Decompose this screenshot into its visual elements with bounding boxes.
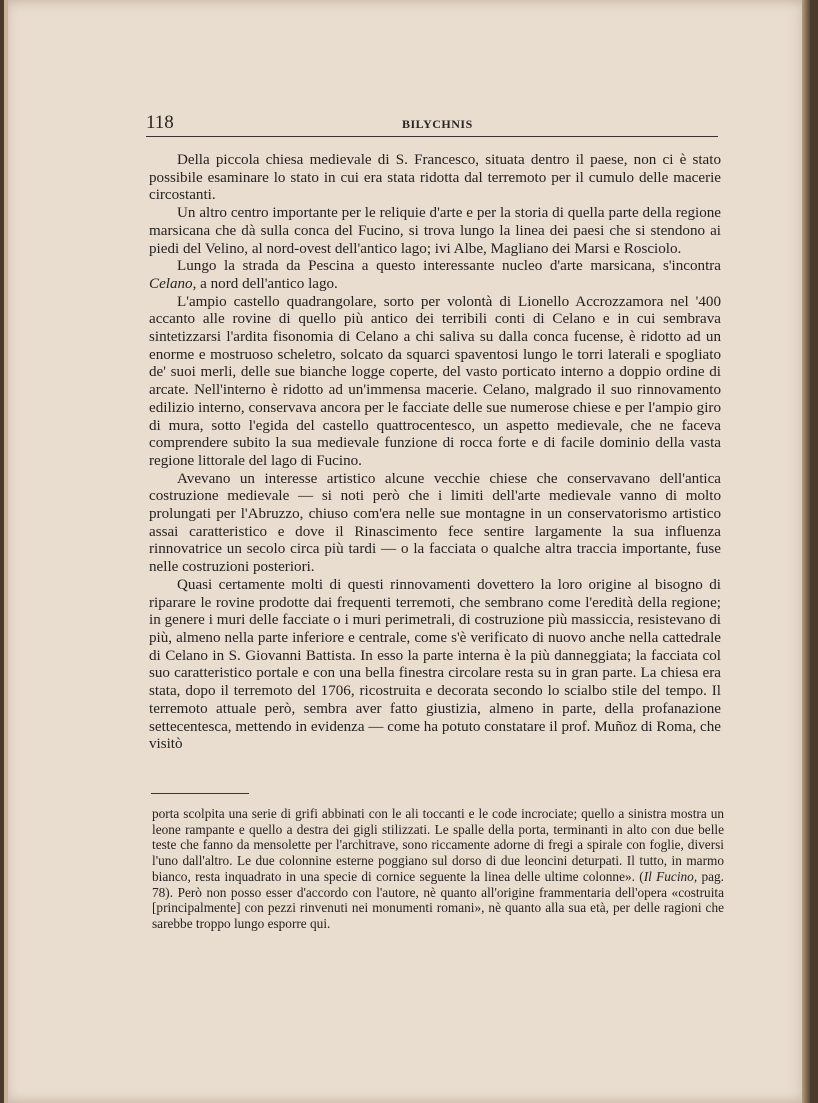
place-name-italic: Celano [149, 275, 193, 292]
paragraph-text: , a nord dell'antico lago. [192, 275, 338, 292]
paragraph: Quasi certamente molti di questi rinnovamenti dovettero la loro origine al bisogno di riparare le rovine prodotte dai frequenti terremoti, che sembrano come l'eredità della regione; in genere i muri delle facciate o i muri perimetrali, di costruzione più massiccia, resistevano di più, almeno nella parte inferiore e centrale, come s'è verificato di nuovo anche nella cattedrale di Celano in S. Giovanni Battista. In esso la parte interna è la più danneggiata; la facciata col suo caratteristico portale e con una bella finestra circolare resta su in gran parte. La chiesa era stata, dopo il terremoto del 1706, ricostruita e decorata secondo lo scialbo stile del tempo. Il terremoto attuale però, sembra aver fatto giustizia, almeno in parte, della profanazione settecentesca, mettendo in evidenza — come ha potuto constatare il prof. Muñoz di Roma, che visitò [149, 576, 721, 753]
page-left-edge [4, 0, 8, 1103]
running-title: BILYCHNIS [402, 117, 473, 131]
paragraph: Un altro centro importante per le reliquie d'arte e per la storia di quella parte della regione marsicana che dà sulla conca del Fucino, si trova lungo la linea dei paesi che si stendono ai piedi del Velino, al nord-ovest dell'antico lago; ivi Albe, Magliano dei Marsi e Rosciolo. [149, 205, 721, 257]
main-text [149, 152, 721, 754]
page-number: 118 [146, 112, 174, 133]
page-header [146, 112, 718, 138]
footnote-text: , pag. 78). Però non posso esser d'accordo con l'autore, nè quanto all'origine frammentaria dell'opera «costruita [principalmente] con pezzi rinvenuti nei monumenti romani», nè quanto alla sua età, per delle ragioni che sarebbe troppo lungo esporre qui. [152, 868, 724, 931]
paragraph: L'ampio castello quadrangolare, sorto per volontà di Lionello Accrozzamora nel '400 accanto alle rovine di quello più antico dei terribili conti di Celano e in cui sembrava sintetizzarsi l'ardita fisonomia di Celano a chi saliva su dalla conca fucense, è ridotto ad un enorme e mostruoso scheletro, solcato da squarci spaventosi lungo le torri laterali e spogliato de' suoi merli, delle sue bianche logge coperte, del vasto porticato interno a doppio ordine di arcate. Nell'interno è ridotto ad un'immensa macerie. Celano, malgrado il suo rinnovamento edilizio interno, conservava ancora per le facciate delle sue numerose chiese e per l'ampio giro di mura, sotto l'egida del castello quattrocentesco, un aspetto medievale, che ne faceva comprendere subito la sua medievale funzione di rocca forte e di facile dominio della vasta regione littorale del lago di Fucino. [149, 293, 721, 469]
footnote [152, 806, 724, 932]
footnote-rule [151, 793, 249, 794]
book-spine-edge [802, 0, 810, 1103]
paragraph: Della piccola chiesa medievale di S. Francesco, situata dentro il paese, non ci è stato possibile esaminare lo stato in cui era stata ridotta dal terremoto per il cumulo delle macerie circostanti. [149, 152, 721, 204]
header-rule [146, 136, 718, 137]
paragraph: Avevano un interesse artistico alcune vecchie chiese che conservavano dell'antica costruzione medievale — si noti però che i limiti dell'arte medievale vanno di molto prolungati per l'Abruzzo, chiuso com'era nelle sue montagne in un conservatorismo artistico assai caratteristico e dove il Rinascimento fece sentire largamente la sua influenza rinnovatrice un secolo circa più tardi — o la facciata o qualche altra traccia importante, fuse nelle costruzioni posteriori. [149, 470, 721, 576]
footnote-text: porta scolpita una serie di grifi abbinati con le ali toccanti e le code incrociate; quello a sinistra mostra un leone rampante e quello a destra dei gigli stilizzati. Le spalle della porta, terminanti in alto con due belle teste che fanno da mensolette per l'architrave, sono riccamente adorne di fregi a spirale con foglie, diversi l'uno dall'altro. Le due colonnine esterne poggiano sul dorso di due leoncini deturpati. Il tutto, in marmo bianco, resta inquadrato in una specie di cornice seguente la linea delle ultime colonne». ( [152, 806, 724, 884]
paragraph-text: Lungo la strada da Pescina a questo interessante nucleo d'arte marsicana, s'incontra [177, 258, 721, 275]
citation-title-italic: Il Fucino [643, 868, 694, 884]
book-page [4, 0, 810, 1103]
paragraph [149, 258, 721, 293]
